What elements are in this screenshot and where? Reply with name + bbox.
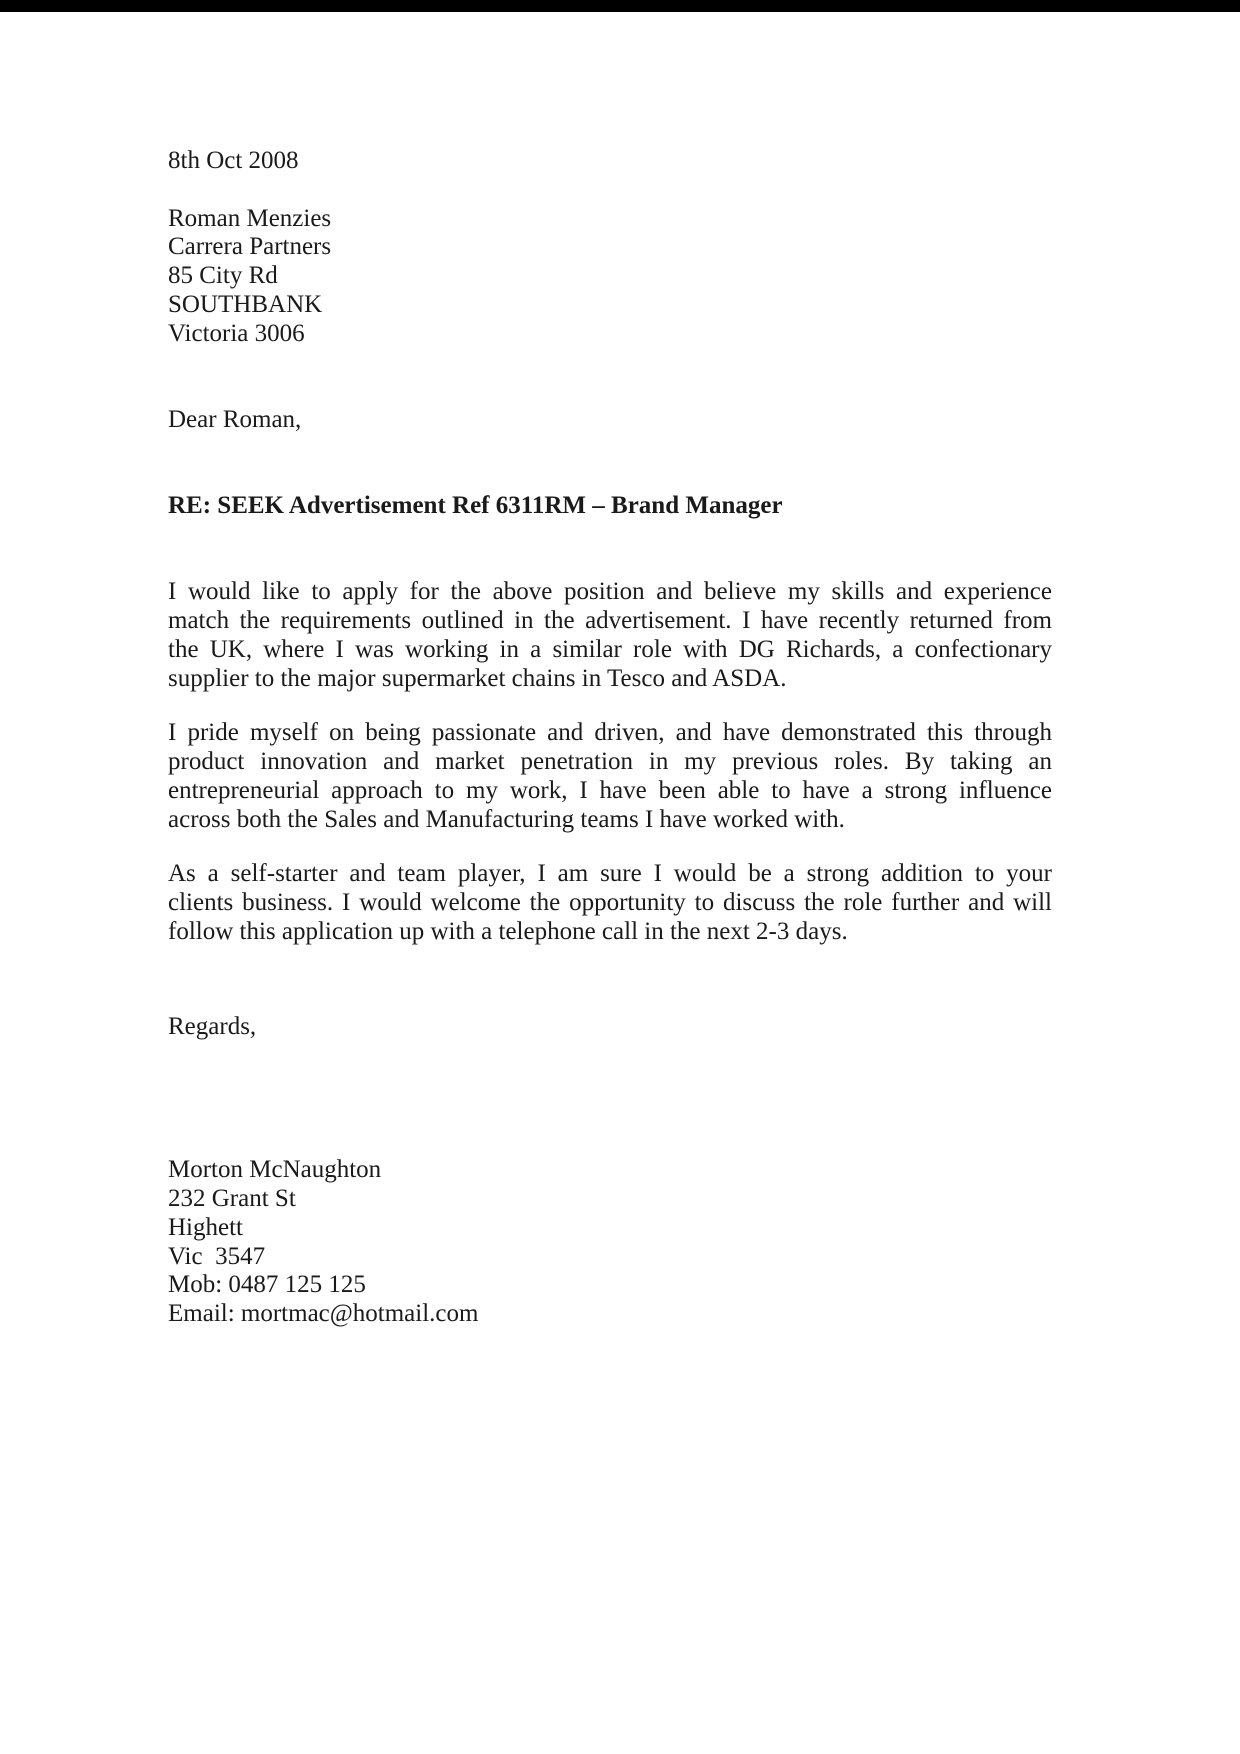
text-line: Vic 3547 — [168, 1242, 266, 1270]
text-line: I pride myself on being passionate and driven, and have demonstrated this through — [168, 719, 1052, 747]
text-line: Roman Menzies — [168, 204, 332, 232]
text-line: 232 Grant St — [168, 1185, 296, 1212]
recipient-address-block — [168, 205, 1052, 349]
text-line: follow this application up with a telephone call in the next 2-3 days. — [168, 917, 848, 945]
subject-line: RE: SEEK Advertisement Ref 6311RM – Brand Manager — [168, 492, 783, 519]
text-line: I would like to apply for the above position and believe my skills and experience — [168, 578, 1052, 606]
salutation: Dear Roman, — [168, 405, 302, 433]
sender-signature-block — [168, 1156, 1052, 1329]
text-line: Highett — [168, 1213, 243, 1241]
text-line: entrepreneurial approach to my work, I have been able to have a strong influence — [168, 776, 1052, 804]
closing-regards: Regards, — [168, 1012, 257, 1040]
text-line: Morton McNaughton — [168, 1156, 382, 1184]
text-line: SOUTHBANK — [168, 290, 323, 318]
letter-date: 8th Oct 2008 — [168, 147, 299, 174]
text-line: Mob: 0487 125 125 — [168, 1271, 366, 1299]
body-paragraph-1 — [168, 578, 1052, 693]
text-line: Email: mortmac@hotmail.com — [168, 1300, 479, 1327]
text-line: As a self-starter and team player, I am sure I would be a strong addition to your — [168, 860, 1052, 888]
text-line: Victoria 3006 — [168, 319, 305, 347]
body-paragraph-3 — [168, 860, 1052, 946]
text-line: product innovation and market penetration in my previous roles. By taking an — [168, 748, 1052, 775]
text-line: Carrera Partners — [168, 233, 332, 261]
letter-content — [168, 147, 1052, 1329]
text-line: 85 City Rd — [168, 262, 278, 289]
body-paragraph-2 — [168, 719, 1052, 834]
text-line: clients business. I would welcome the opportunity to discuss the role further and will — [168, 889, 1052, 916]
text-line: across both the Sales and Manufacturing teams I have worked with. — [168, 805, 845, 833]
text-line: the UK, where I was working in a similar role with DG Richards, a confectionary — [168, 635, 1052, 663]
scan-border-bar — [0, 0, 1240, 12]
text-line: match the requirements outlined in the advertisement. I have recently returned from — [168, 607, 1052, 634]
text-line: supplier to the major supermarket chains in Tesco and ASDA. — [168, 664, 787, 692]
